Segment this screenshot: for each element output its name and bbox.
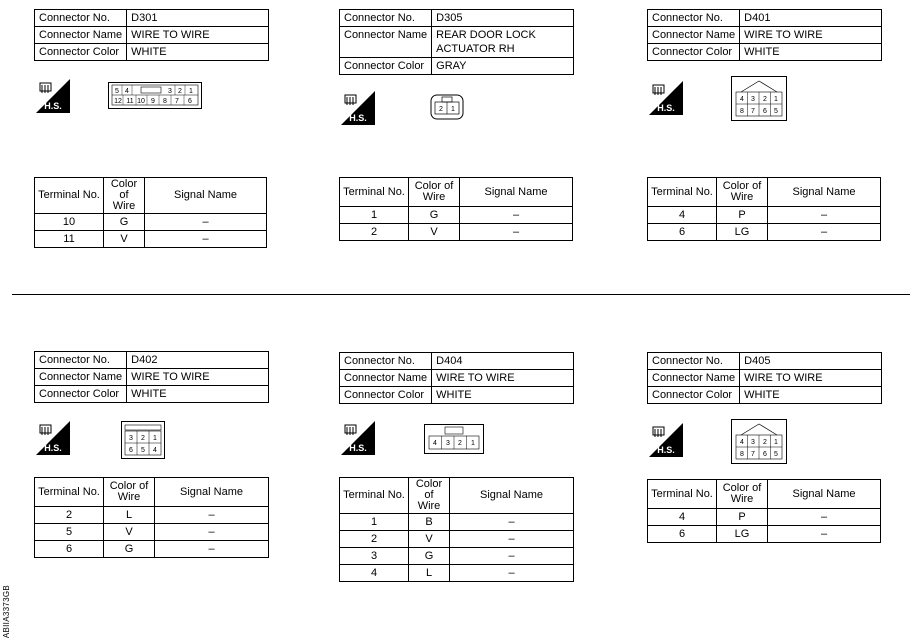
table-row: 11 V – — [35, 231, 267, 248]
table-row: 6 G – — [35, 541, 269, 558]
connector-face-d404 — [424, 424, 484, 454]
svg-text:1: 1 — [451, 106, 455, 113]
svg-text:3: 3 — [446, 440, 450, 447]
svg-text:1: 1 — [774, 439, 778, 446]
svg-text:5: 5 — [774, 108, 778, 115]
connector-face-d405 — [731, 419, 787, 464]
table-row: 5 V – — [35, 524, 269, 541]
section-divider — [12, 294, 910, 295]
svg-text:H.S.: H.S. — [349, 443, 367, 453]
table-row: 6 LG – — [648, 526, 881, 543]
connector-info-d402: Connector No. D402 Connector Name WIRE TO WIRE Connector Color WHITE — [34, 351, 269, 403]
svg-text:3: 3 — [751, 439, 755, 446]
connector-color: GRAY — [432, 58, 574, 75]
svg-text:1: 1 — [153, 435, 157, 442]
connector-info-d405: Connector No. D405 Connector Name WIRE TO WIRE Connector Color WHITE — [647, 352, 882, 404]
hs-icon — [36, 421, 70, 455]
table-row: 2 L – — [35, 507, 269, 524]
figure-code: ABIIA3373GB — [2, 585, 11, 639]
connector-face-d305 — [430, 94, 464, 120]
connector-name: REAR DOOR LOCK ACTUATOR RH — [432, 27, 574, 58]
terminal-table-d402: Terminal No. Color of Wire Signal Name 2 L – 5 V – 6 G – — [34, 477, 269, 558]
connector-name: WIRE TO WIRE — [127, 27, 269, 44]
svg-text:7: 7 — [175, 98, 179, 105]
svg-text:2: 2 — [141, 435, 145, 442]
connector-color: WHITE — [740, 387, 882, 404]
svg-text:H.S.: H.S. — [657, 103, 675, 113]
svg-text:4: 4 — [740, 439, 744, 446]
svg-text:6: 6 — [129, 447, 133, 454]
terminal-table-d405: Terminal No. Color of Wire Signal Name 4 P – 6 LG – — [647, 479, 881, 543]
connector-info-d401: Connector No. D401 Connector Name WIRE TO WIRE Connector Color WHITE — [647, 9, 882, 61]
svg-text:2: 2 — [439, 106, 443, 113]
connector-name: WIRE TO WIRE — [740, 370, 882, 387]
svg-text:H.S.: H.S. — [44, 443, 62, 453]
hs-icon — [341, 91, 375, 125]
hs-icon — [36, 79, 70, 113]
connector-info-d301: Connector No. D301 Connector Name WIRE TO WIRE Connector Color WHITE — [34, 9, 269, 61]
table-row: 6 LG – — [648, 224, 881, 241]
svg-text:1: 1 — [471, 440, 475, 447]
connector-no: D405 — [740, 353, 882, 370]
svg-text:3: 3 — [168, 88, 172, 95]
svg-text:H.S.: H.S. — [657, 445, 675, 455]
svg-text:H.S.: H.S. — [44, 101, 62, 111]
svg-text:10: 10 — [137, 98, 145, 105]
svg-text:5: 5 — [141, 447, 145, 454]
svg-text:5: 5 — [774, 451, 778, 458]
table-row: 4 P – — [648, 207, 881, 224]
connector-color: WHITE — [432, 387, 574, 404]
connector-face-d301 — [108, 82, 202, 109]
terminal-table-d301: Terminal No. Color of Wire Signal Name 10 G – 11 V – — [34, 177, 267, 248]
connector-no: D301 — [127, 10, 269, 27]
connector-no: D401 — [740, 10, 882, 27]
svg-text:4: 4 — [153, 447, 157, 454]
connector-name: WIRE TO WIRE — [432, 370, 574, 387]
svg-text:12: 12 — [114, 98, 122, 105]
svg-text:H.S.: H.S. — [349, 113, 367, 123]
connector-name: WIRE TO WIRE — [127, 369, 269, 386]
table-row: 3 G – — [340, 548, 574, 565]
table-row: 4 L – — [340, 565, 574, 582]
table-row: 1 B – — [340, 514, 574, 531]
svg-text:1: 1 — [774, 96, 778, 103]
svg-text:6: 6 — [188, 98, 192, 105]
svg-text:7: 7 — [751, 108, 755, 115]
connector-face-d402 — [121, 421, 165, 459]
connector-color: WHITE — [127, 44, 269, 61]
terminal-table-d305: Terminal No. Color of Wire Signal Name 1 G – 2 V – — [339, 177, 573, 241]
svg-text:4: 4 — [433, 440, 437, 447]
svg-text:4: 4 — [740, 96, 744, 103]
svg-text:8: 8 — [163, 98, 167, 105]
svg-text:6: 6 — [763, 451, 767, 458]
svg-text:5: 5 — [115, 88, 119, 95]
connector-face-d401 — [731, 76, 787, 121]
svg-text:2: 2 — [458, 440, 462, 447]
terminal-table-d401: Terminal No. Color of Wire Signal Name 4 P – 6 LG – — [647, 177, 881, 241]
connector-no: D404 — [432, 353, 574, 370]
table-row: 10 G – — [35, 214, 267, 231]
svg-text:1: 1 — [189, 88, 193, 95]
connector-color: WHITE — [127, 386, 269, 403]
terminal-table-d404: Terminal No. Color of Wire Signal Name 1 B – 2 V – 3 G – 4 L – — [339, 477, 574, 582]
connector-info-d305: Connector No. D305 Connector Name REAR DOOR LOCK ACTUATOR RH Connector Color GRAY — [339, 9, 574, 75]
svg-text:2: 2 — [763, 96, 767, 103]
svg-text:2: 2 — [178, 88, 182, 95]
table-row: 2 V – — [340, 531, 574, 548]
svg-text:4: 4 — [125, 88, 129, 95]
svg-text:3: 3 — [129, 435, 133, 442]
connector-no: D305 — [432, 10, 574, 27]
connector-name: WIRE TO WIRE — [740, 27, 882, 44]
svg-text:2: 2 — [763, 439, 767, 446]
hs-icon — [341, 421, 375, 455]
connector-color: WHITE — [740, 44, 882, 61]
svg-text:7: 7 — [751, 451, 755, 458]
svg-text:8: 8 — [740, 108, 744, 115]
hs-icon — [649, 423, 683, 457]
svg-text:8: 8 — [740, 451, 744, 458]
svg-text:6: 6 — [763, 108, 767, 115]
table-row: 1 G – — [340, 207, 573, 224]
connector-no: D402 — [127, 352, 269, 369]
svg-text:9: 9 — [151, 98, 155, 105]
connector-info-d404: Connector No. D404 Connector Name WIRE TO WIRE Connector Color WHITE — [339, 352, 574, 404]
svg-text:11: 11 — [126, 98, 134, 105]
table-row: 2 V – — [340, 224, 573, 241]
table-row: 4 P – — [648, 509, 881, 526]
svg-text:3: 3 — [751, 96, 755, 103]
hs-icon — [649, 81, 683, 115]
